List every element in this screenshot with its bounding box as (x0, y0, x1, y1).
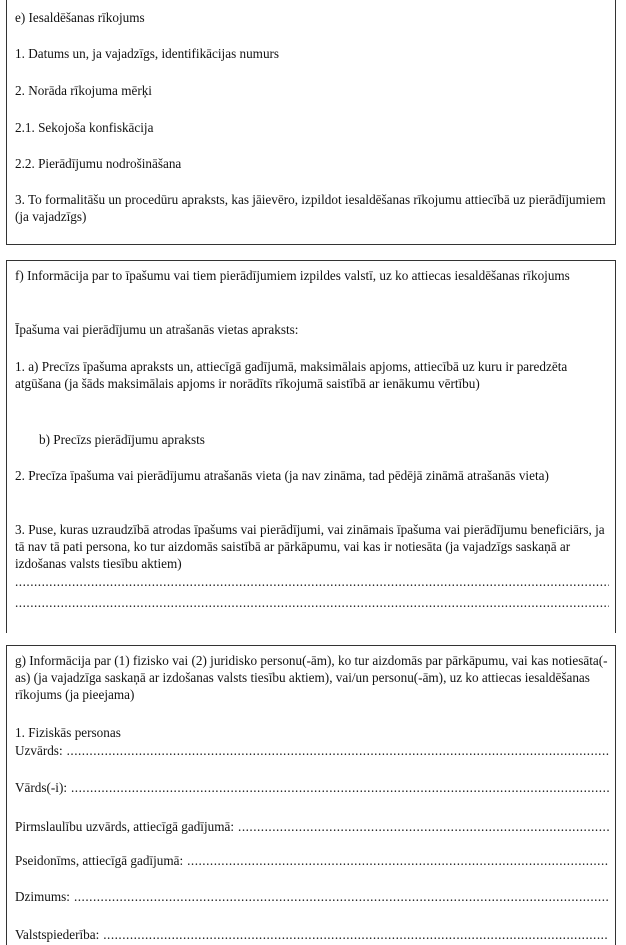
section-e-item-1: 1. Datums un, ja vajadzīgs, identifikācijas numurs (15, 46, 280, 61)
surname-label: Uzvārds: (15, 743, 63, 758)
given-names-field[interactable] (15, 779, 609, 796)
section-f-item-1a: 1. a) Precīzs īpašuma apraksts un, attiecīgā gadījumā, maksimālais apjoms, attiecībā uz kuru ir paredzēta atgūšana (ja šāds maksimālais apjoms ir norādīts rīkojumā saistībā ar ienākumu vērtību) (15, 359, 568, 391)
pseudonyms-label: Pseidonīms, attiecīgā gadījumā: (15, 853, 184, 868)
section-g-subheading: 1. Fiziskās personas (15, 725, 121, 740)
section-f-fill-line-2 (15, 594, 609, 611)
section-f-item-2: 2. Precīza īpašuma vai pierādījumu atrašanās vieta (ja nav zināma, tad pēdējā zināmā atrašanās vieta) (15, 468, 549, 483)
section-g-heading: g) Informācija par (1) fizisko vai (2) juridisko personu(-ām), ko tur aizdomās par pārkāpumu, vai kas notiesāta(-as) (ja vajadzīga saskaņā ar izdošanas valsts tiesību aktiem), vai/un personu(-ām), uz ko attiecas iesaldēšanas rīkojums (ja pieejama) (15, 653, 608, 702)
surname-field[interactable] (15, 742, 609, 759)
section-g-box (6, 645, 616, 945)
section-e-item-3: 3. To formalitāšu un procedūru apraksts, kas jāievēro, izpildot iesaldēšanas rīkojumu attiecībā uz pierādījumiem (ja vajadzīgs) (15, 192, 606, 224)
birth-field[interactable] (15, 888, 609, 905)
section-f-fill-line-1 (15, 573, 609, 590)
section-e-box (6, 0, 616, 245)
section-f-intro: Īpašuma vai pierādījumu un atrašanās vietas apraksts: (15, 322, 299, 337)
pseudonyms-fill-line (187, 852, 609, 869)
nationality-field[interactable] (15, 926, 609, 943)
maiden-name-field[interactable] (15, 818, 609, 835)
section-e-item-2: 2. Norāda rīkojuma mērķi (15, 83, 152, 98)
section-f-item-3: 3. Puse, kuras uzraudzībā atrodas īpašums vai pierādījumi, vai zināmais īpašuma vai pierādījumu beneficiārs, ja tā nav tā pati persona, ko tur aizdomās saistībā ar pārkāpumu, vai kas ir notiesāta (ja vajadzīgs saskaņā ar izdošanas valsts tiesību aktiem) (15, 522, 605, 571)
maiden-name-fill-line (238, 818, 609, 835)
birth-fill-line (74, 888, 609, 905)
surname-fill-line (67, 742, 609, 759)
nationality-fill-line (103, 926, 609, 943)
maiden-name-label: Pirmslaulību uzvārds, attiecīgā gadījumā: (15, 819, 235, 834)
section-f-item-1b: b) Precīzs pierādījumu apraksts (39, 432, 205, 447)
pseudonyms-field[interactable] (15, 852, 609, 869)
section-f-box (6, 260, 616, 633)
section-f-heading: f) Informācija par to īpašumu vai tiem pierādījumiem izpildes valstī, uz ko attiecas iesaldēšanas rīkojums (15, 268, 570, 283)
nationality-label: Valstspiederība: (15, 927, 100, 942)
section-e-item-2-1: 2.1. Sekojoša konfiskācija (15, 120, 154, 135)
section-e-item-2-2: 2.2. Pierādījumu nodrošināšana (15, 156, 182, 171)
birth-label: Dzimums: (15, 889, 70, 904)
given-names-label: Vārds(-i): (15, 780, 67, 795)
section-e-heading: e) Iesaldēšanas rīkojums (15, 10, 145, 25)
given-names-fill-line (71, 779, 609, 796)
